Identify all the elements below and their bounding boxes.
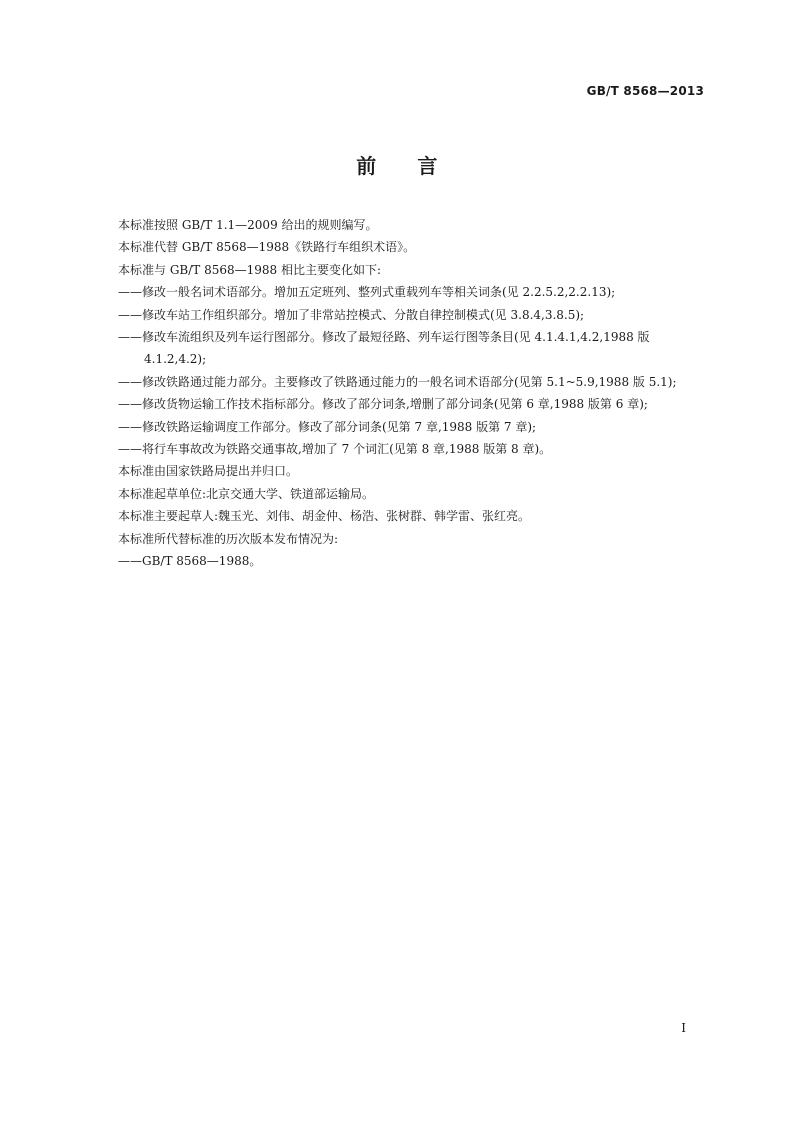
version-history-item: ——GB/T 8568—1988。 xyxy=(118,554,262,569)
change-list-item: ——修改铁路运输调度工作部分。修改了部分词条(见第 7 章,1988 版第 7 章); xyxy=(118,419,537,434)
page-number: I xyxy=(681,1021,686,1035)
paragraph: 本标准起草单位:北京交通大学、铁道部运输局。 xyxy=(118,486,375,501)
paragraph: 本标准主要起草人:魏玉光、刘伟、胡金仲、杨浩、张树群、韩学雷、张红亮。 xyxy=(118,509,531,524)
change-list-item: ——修改铁路通过能力部分。主要修改了铁路通过能力的一般名词术语部分(见第 5.1~5.9,1988 版 5.1); xyxy=(118,374,677,389)
change-list-item: ——将行车事故改为铁路交通事故,增加了 7 个词汇(见第 8 章,1988 版第 8 章)。 xyxy=(118,442,552,457)
change-list-item: ——修改车流组织及列车运行图部分。修改了最短径路、列车运行图等条目(见 4.1.4.1,4.2,1988 版 4.1.2,4.2); xyxy=(118,330,650,367)
paragraph: 本标准与 GB/T 8568—1988 相比主要变化如下: xyxy=(118,262,382,277)
change-list-item: ——修改车站工作组织部分。增加了非常站控模式、分散自律控制模式(见 3.8.4,3.8.5); xyxy=(118,307,585,322)
change-list-item: ——修改一般名词术语部分。增加五定班列、整列式重载列车等相关词条(见 2.2.5.2,2.2.13); xyxy=(118,285,616,300)
paragraph: 本标准代替 GB/T 8568—1988《铁路行车组织术语》。 xyxy=(118,240,416,255)
paragraph: 本标准由国家铁路局提出并归口。 xyxy=(118,464,299,479)
change-list-item: ——修改货物运输工作技术指标部分。修改了部分词条,增删了部分词条(见第 6 章,1988 版第 6 章); xyxy=(118,397,648,412)
document-body xyxy=(118,214,708,573)
paragraph: 本标准按照 GB/T 1.1—2009 给出的规则编写。 xyxy=(118,218,378,232)
standard-code: GB/T 8568—2013 xyxy=(586,84,704,98)
paragraph: 本标准所代替标准的历次版本发布情况为: xyxy=(118,531,339,546)
page-title: 前 言 xyxy=(356,154,438,178)
